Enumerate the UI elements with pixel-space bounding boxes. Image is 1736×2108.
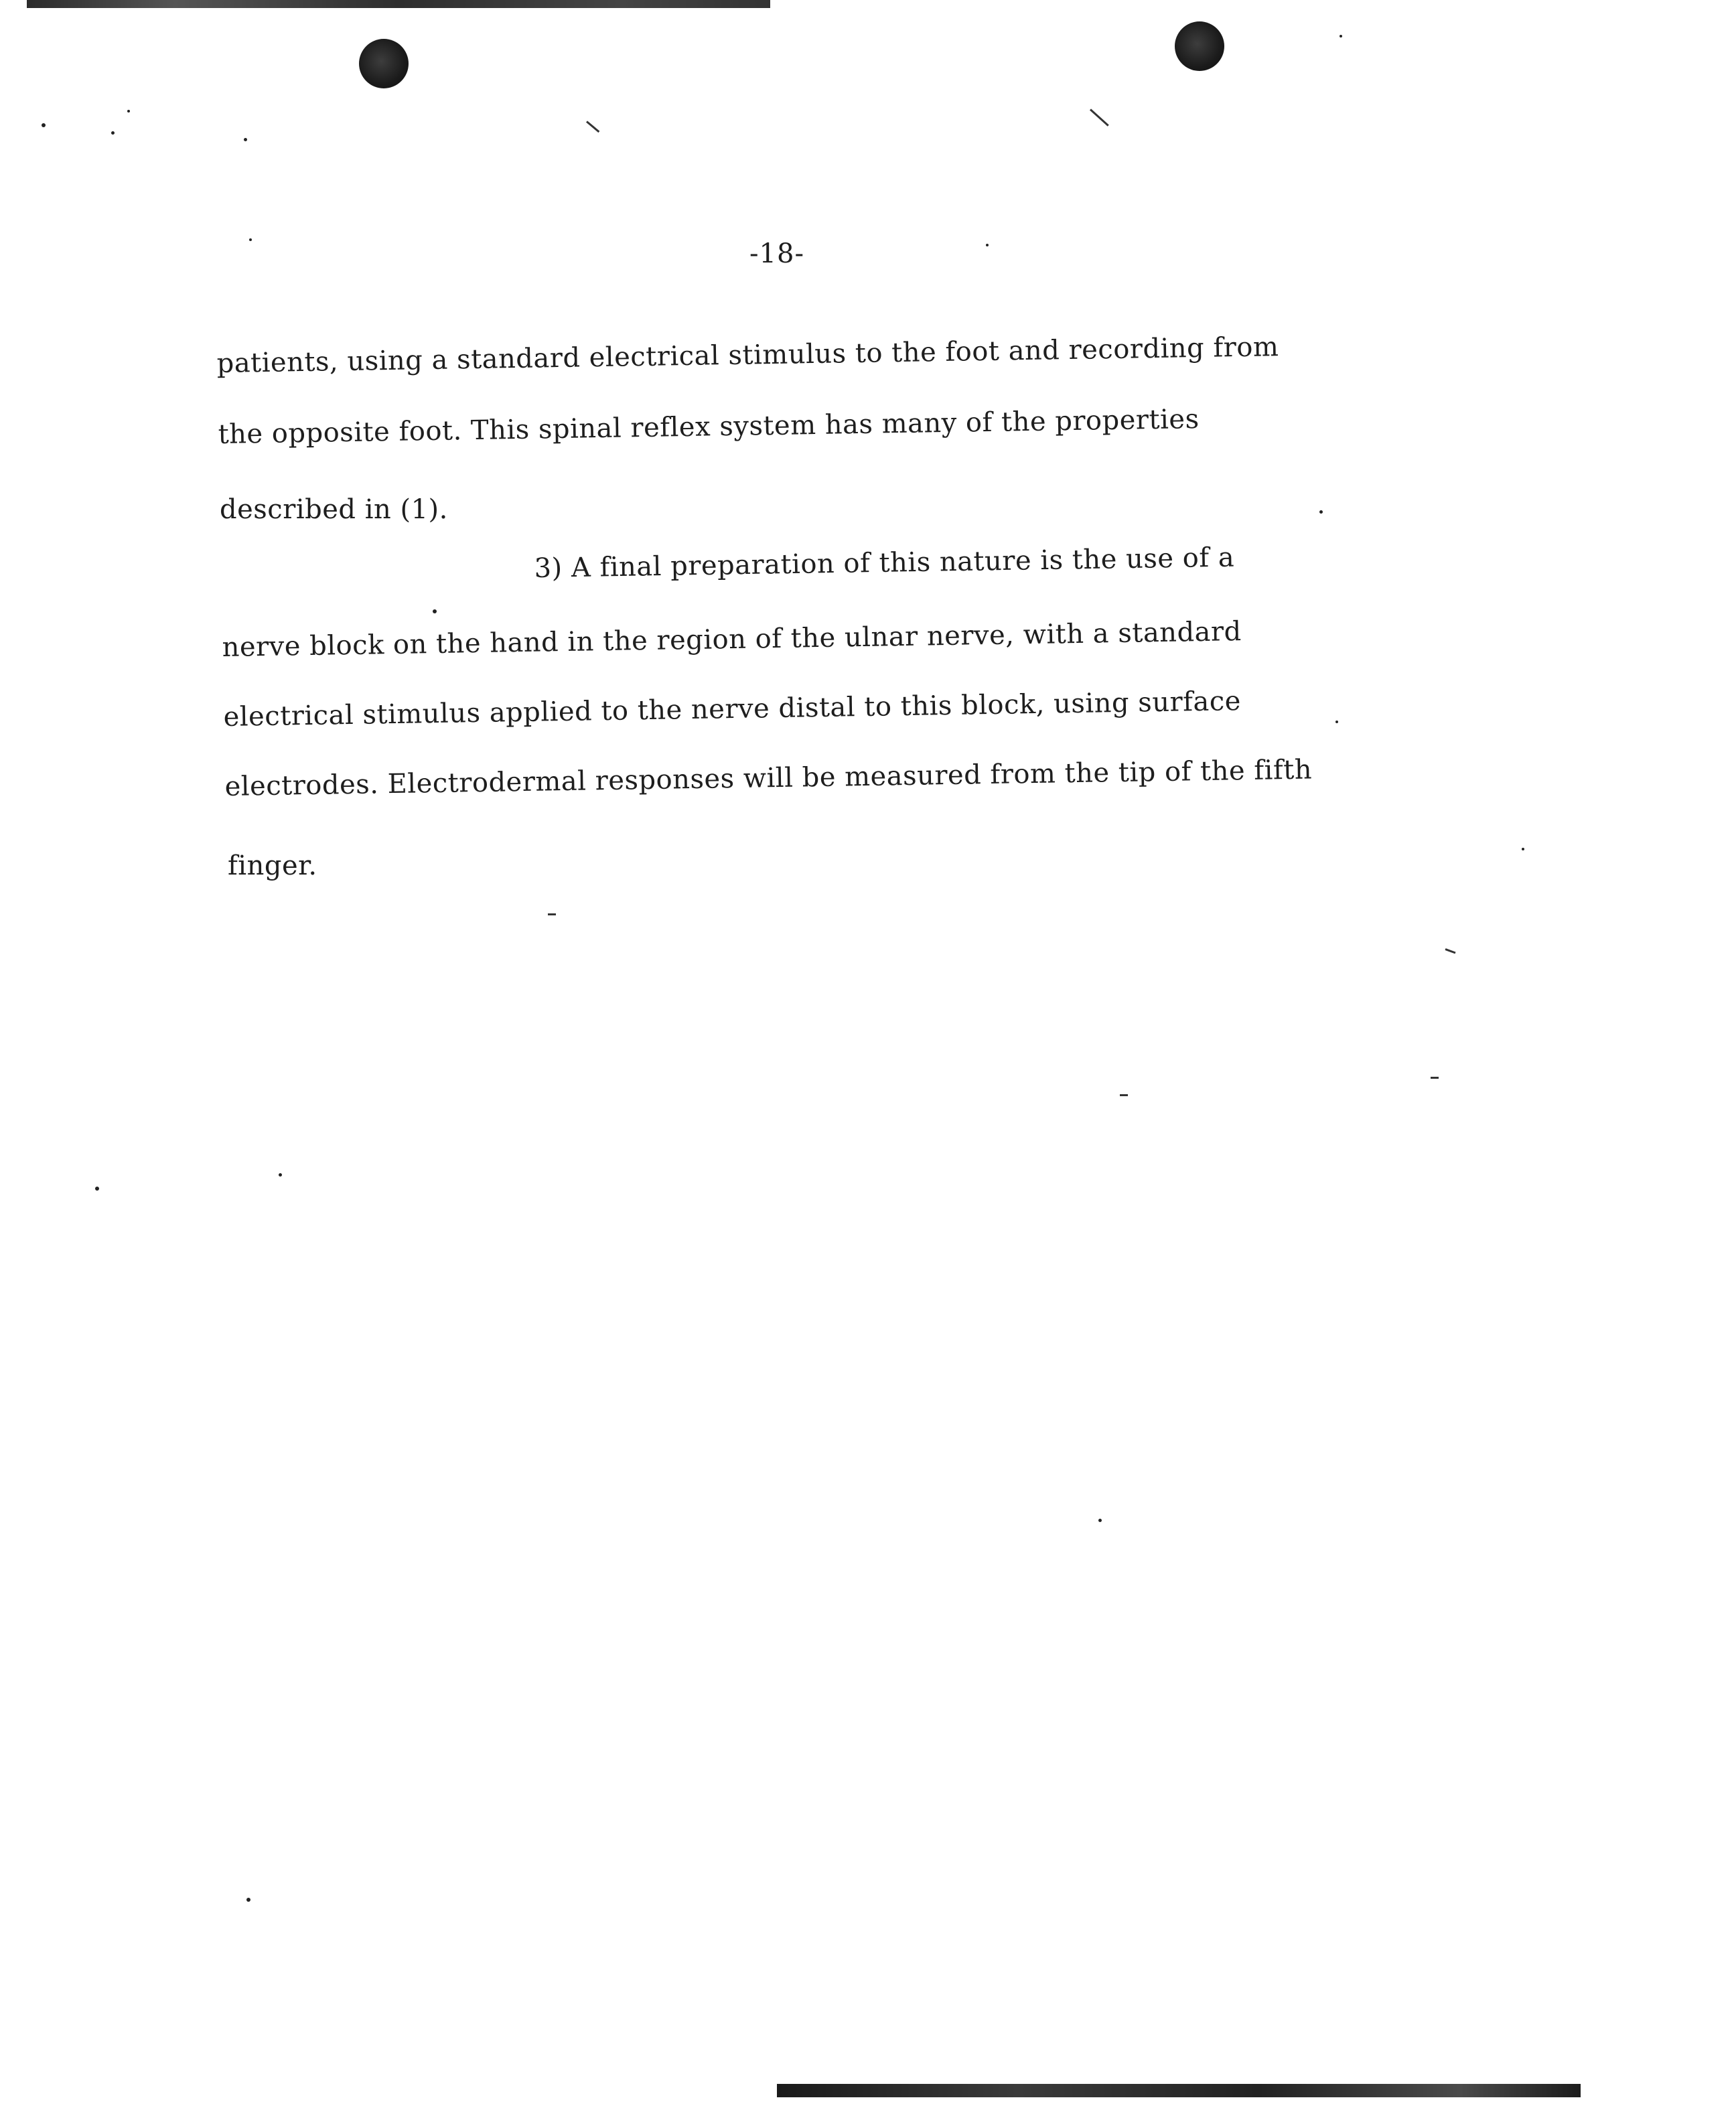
scan-speck	[1335, 721, 1338, 723]
scan-speck	[95, 1187, 99, 1191]
scan-speck	[249, 238, 252, 241]
body-text-line: the opposite foot. This spinal reflex system has many of the properties	[218, 403, 1200, 450]
scan-mark	[586, 121, 599, 133]
punch-hole-left	[359, 39, 409, 88]
body-text-line: electrical stimulus applied to the nerve distal to this block, using surface	[223, 686, 1242, 733]
scan-speck	[433, 609, 437, 613]
scan-speck	[986, 244, 989, 246]
scan-speck	[246, 1898, 250, 1902]
scan-speck	[1340, 35, 1342, 37]
scan-speck	[42, 123, 46, 127]
body-text-line: electrodes. Electrodermal responses will be measured from the tip of the fifth	[224, 754, 1313, 802]
scan-mark	[1431, 1077, 1439, 1079]
body-text-line: 3) A final preparation of this nature is the use of a	[534, 542, 1235, 584]
scan-speck	[1098, 1519, 1102, 1522]
scan-edge-shadow-top	[27, 0, 770, 8]
scan-speck	[1319, 510, 1323, 514]
scan-speck	[111, 131, 115, 135]
punch-hole-right	[1175, 21, 1224, 71]
body-text-line: finger.	[228, 850, 317, 881]
body-text-line: described in (1).	[220, 494, 448, 525]
scan-mark	[1120, 1094, 1128, 1096]
scan-speck	[127, 110, 130, 112]
scan-speck	[1522, 848, 1524, 850]
body-text-line: nerve block on the hand in the region of the ulnar nerve, with a standard	[222, 616, 1242, 663]
scan-mark	[548, 913, 556, 915]
page-number: -18-	[749, 238, 804, 269]
scan-speck	[279, 1173, 282, 1177]
scan-mark	[1445, 948, 1455, 954]
scan-speck	[244, 138, 247, 141]
scan-edge-shadow-bottom	[777, 2084, 1581, 2097]
scan-mark	[1090, 108, 1109, 126]
body-text-line: patients, using a standard electrical stimulus to the foot and recording from	[216, 331, 1279, 379]
